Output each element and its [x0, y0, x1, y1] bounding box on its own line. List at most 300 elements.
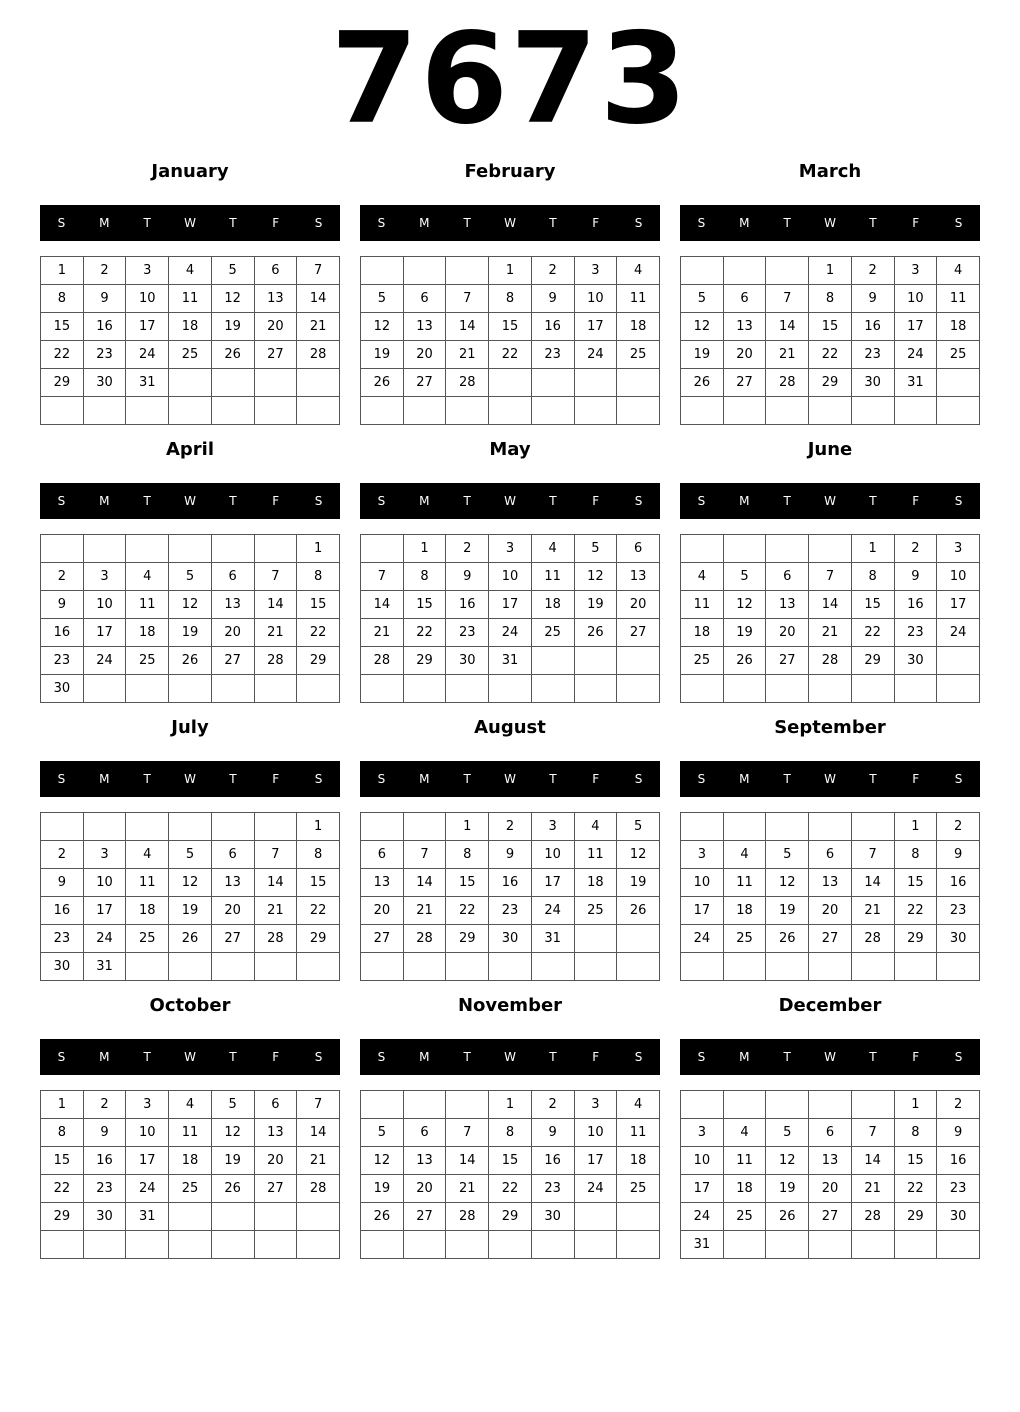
day-cell: 27 — [766, 647, 809, 675]
day-cell: 27 — [254, 341, 297, 369]
day-cell — [851, 813, 894, 841]
day-cell: 5 — [617, 813, 660, 841]
weekday-header — [40, 1039, 340, 1075]
weekday-label: T — [229, 772, 237, 786]
day-cell: 23 — [937, 1175, 980, 1203]
week-row — [361, 341, 660, 369]
day-cell: 15 — [403, 591, 446, 619]
day-cell: 2 — [83, 1091, 126, 1119]
weekday-label: S — [634, 216, 643, 230]
day-cell: 30 — [83, 1203, 126, 1231]
weekday-label: S — [377, 772, 386, 786]
day-cell — [617, 397, 660, 425]
day-cell — [617, 675, 660, 703]
day-cell — [574, 675, 617, 703]
day-cell: 30 — [851, 369, 894, 397]
day-cell: 1 — [446, 813, 489, 841]
day-cell: 11 — [723, 869, 766, 897]
day-cell: 6 — [403, 1119, 446, 1147]
day-cell: 13 — [766, 591, 809, 619]
day-cell: 22 — [894, 897, 937, 925]
day-cell: 10 — [681, 1147, 724, 1175]
day-cell: 4 — [126, 563, 169, 591]
day-cell: 14 — [446, 1147, 489, 1175]
day-cell: 26 — [766, 925, 809, 953]
day-cell — [169, 813, 212, 841]
day-cell — [574, 1203, 617, 1231]
day-cell: 2 — [446, 535, 489, 563]
day-cell — [809, 535, 852, 563]
day-cell — [254, 675, 297, 703]
day-cell — [126, 1231, 169, 1259]
week-row — [361, 1091, 660, 1119]
day-cell: 13 — [809, 869, 852, 897]
day-cell: 17 — [574, 313, 617, 341]
day-cell: 10 — [574, 1119, 617, 1147]
day-cell: 14 — [254, 591, 297, 619]
day-cell: 13 — [211, 869, 254, 897]
day-cell: 23 — [83, 341, 126, 369]
day-cell: 20 — [211, 897, 254, 925]
weekday-label: T — [463, 216, 471, 230]
day-cell: 20 — [403, 341, 446, 369]
weekday-header — [360, 761, 660, 797]
month-name: January — [151, 161, 229, 182]
day-cell — [169, 369, 212, 397]
day-cell: 8 — [297, 841, 340, 869]
day-cell: 28 — [809, 647, 852, 675]
day-cell — [169, 953, 212, 981]
day-cell: 13 — [723, 313, 766, 341]
weekday-label: S — [377, 216, 386, 230]
day-cell — [126, 397, 169, 425]
day-cell — [211, 675, 254, 703]
month-february — [360, 160, 660, 424]
day-cell — [211, 535, 254, 563]
day-cell: 5 — [211, 257, 254, 285]
week-row — [681, 619, 980, 647]
day-cell: 27 — [809, 925, 852, 953]
weekday-label: F — [272, 216, 280, 230]
week-row — [41, 1147, 340, 1175]
week-row — [681, 257, 980, 285]
day-cell: 22 — [851, 619, 894, 647]
day-cell — [851, 397, 894, 425]
day-cell: 28 — [297, 341, 340, 369]
day-cell — [531, 397, 574, 425]
weekday-label: M — [419, 494, 430, 508]
day-cell: 31 — [681, 1231, 724, 1259]
day-cell: 17 — [681, 1175, 724, 1203]
day-cell: 13 — [254, 285, 297, 313]
day-cell: 5 — [723, 563, 766, 591]
day-cell — [894, 675, 937, 703]
day-cell: 2 — [41, 841, 84, 869]
day-cell — [41, 1231, 84, 1259]
weekday-label: M — [739, 216, 750, 230]
weekday-label: S — [954, 772, 963, 786]
week-row — [361, 1175, 660, 1203]
month-december — [680, 994, 980, 1258]
week-row — [361, 897, 660, 925]
day-cell: 1 — [41, 257, 84, 285]
weekday-label: S — [697, 216, 706, 230]
day-cell: 19 — [723, 619, 766, 647]
day-cell — [894, 397, 937, 425]
day-cell: 15 — [297, 869, 340, 897]
day-cell: 7 — [851, 841, 894, 869]
day-cell: 4 — [169, 257, 212, 285]
week-row — [361, 563, 660, 591]
day-cell: 3 — [489, 535, 532, 563]
day-cell — [169, 1231, 212, 1259]
weekday-label: W — [824, 772, 836, 786]
week-row — [41, 1175, 340, 1203]
weekday-label: T — [143, 494, 151, 508]
week-row — [681, 1203, 980, 1231]
day-cell: 20 — [617, 591, 660, 619]
day-cell — [361, 1091, 404, 1119]
day-cell — [681, 1091, 724, 1119]
day-cell: 15 — [41, 1147, 84, 1175]
day-cell: 14 — [297, 1119, 340, 1147]
day-cell: 19 — [211, 313, 254, 341]
day-cell: 16 — [851, 313, 894, 341]
day-cell: 28 — [851, 1203, 894, 1231]
day-cell: 28 — [851, 925, 894, 953]
weekday-label: W — [504, 494, 516, 508]
week-row — [361, 953, 660, 981]
day-cell: 14 — [851, 869, 894, 897]
day-cell: 14 — [446, 313, 489, 341]
day-cell: 20 — [809, 1175, 852, 1203]
weekday-label: S — [314, 1050, 323, 1064]
day-cell — [169, 1203, 212, 1231]
day-cell — [723, 1231, 766, 1259]
week-row — [41, 813, 340, 841]
weekday-label: F — [272, 772, 280, 786]
day-cell: 26 — [766, 1203, 809, 1231]
day-cell: 30 — [894, 647, 937, 675]
day-cell: 19 — [574, 591, 617, 619]
day-cell: 28 — [446, 369, 489, 397]
weekday-label: T — [783, 216, 791, 230]
week-row — [681, 563, 980, 591]
weekday-label: T — [549, 216, 557, 230]
weekday-label: M — [419, 1050, 430, 1064]
day-cell: 20 — [211, 619, 254, 647]
day-cell: 13 — [403, 1147, 446, 1175]
day-cell: 9 — [83, 285, 126, 313]
week-row — [361, 313, 660, 341]
day-cell: 16 — [937, 1147, 980, 1175]
day-cell: 28 — [446, 1203, 489, 1231]
day-cell — [681, 535, 724, 563]
day-cell: 18 — [723, 897, 766, 925]
day-cell — [489, 1231, 532, 1259]
day-cell — [681, 953, 724, 981]
day-cell: 14 — [809, 591, 852, 619]
month-name: September — [774, 717, 886, 738]
day-cell — [574, 369, 617, 397]
day-cell — [766, 397, 809, 425]
week-row — [681, 1231, 980, 1259]
day-cell: 26 — [361, 369, 404, 397]
day-cell: 24 — [574, 1175, 617, 1203]
week-row — [41, 1231, 340, 1259]
day-cell: 10 — [126, 1119, 169, 1147]
day-cell — [851, 1091, 894, 1119]
day-cell — [809, 1231, 852, 1259]
day-cell: 6 — [766, 563, 809, 591]
day-cell: 12 — [211, 1119, 254, 1147]
day-cell: 31 — [489, 647, 532, 675]
day-cell: 1 — [297, 535, 340, 563]
day-cell: 27 — [403, 369, 446, 397]
day-cell: 2 — [937, 1091, 980, 1119]
day-cell: 23 — [894, 619, 937, 647]
weekday-label: S — [634, 772, 643, 786]
day-cell: 9 — [41, 591, 84, 619]
day-cell — [681, 675, 724, 703]
day-cell: 12 — [361, 1147, 404, 1175]
day-cell: 15 — [809, 313, 852, 341]
day-cell — [403, 1231, 446, 1259]
day-cell: 3 — [681, 1119, 724, 1147]
day-cell: 24 — [681, 1203, 724, 1231]
day-cell: 4 — [723, 841, 766, 869]
weekday-header — [40, 483, 340, 519]
day-cell: 5 — [211, 1091, 254, 1119]
day-cell: 2 — [894, 535, 937, 563]
day-cell: 16 — [531, 313, 574, 341]
day-cell: 23 — [41, 647, 84, 675]
day-cell: 27 — [211, 925, 254, 953]
day-cell: 24 — [83, 647, 126, 675]
day-cell: 20 — [254, 1147, 297, 1175]
day-cell — [574, 953, 617, 981]
week-row — [681, 313, 980, 341]
day-cell: 26 — [574, 619, 617, 647]
day-cell: 10 — [489, 563, 532, 591]
day-cell: 25 — [169, 341, 212, 369]
day-cell — [446, 953, 489, 981]
day-cell: 18 — [617, 1147, 660, 1175]
day-cell: 15 — [489, 1147, 532, 1175]
day-cell: 9 — [446, 563, 489, 591]
day-cell — [766, 813, 809, 841]
day-cell: 2 — [41, 563, 84, 591]
day-cell: 19 — [617, 869, 660, 897]
day-cell — [403, 397, 446, 425]
day-cell — [681, 813, 724, 841]
day-cell — [297, 675, 340, 703]
day-cell: 17 — [937, 591, 980, 619]
day-cell — [361, 257, 404, 285]
month-name: August — [474, 717, 546, 738]
day-cell — [937, 397, 980, 425]
weekday-label: W — [184, 772, 196, 786]
day-cell — [937, 953, 980, 981]
day-cell: 26 — [211, 1175, 254, 1203]
day-cell — [446, 397, 489, 425]
week-row — [41, 1203, 340, 1231]
day-cell: 8 — [41, 1119, 84, 1147]
day-cell — [403, 953, 446, 981]
day-cell: 18 — [126, 619, 169, 647]
day-cell: 5 — [766, 841, 809, 869]
week-row — [41, 619, 340, 647]
day-cell: 8 — [809, 285, 852, 313]
day-cell: 5 — [169, 563, 212, 591]
day-cell: 23 — [531, 1175, 574, 1203]
day-cell — [254, 535, 297, 563]
day-cell: 10 — [574, 285, 617, 313]
weekday-header — [360, 1039, 660, 1075]
day-cell: 12 — [766, 1147, 809, 1175]
day-cell: 4 — [723, 1119, 766, 1147]
weekday-label: T — [869, 1050, 877, 1064]
day-cell: 6 — [723, 285, 766, 313]
day-cell: 2 — [531, 1091, 574, 1119]
day-cell: 17 — [574, 1147, 617, 1175]
day-cell: 30 — [446, 647, 489, 675]
day-cell: 9 — [937, 1119, 980, 1147]
weekday-label: S — [697, 494, 706, 508]
day-cell: 3 — [126, 257, 169, 285]
day-grid — [360, 1090, 660, 1259]
day-cell: 17 — [126, 313, 169, 341]
day-cell — [446, 257, 489, 285]
day-cell: 9 — [41, 869, 84, 897]
week-row — [361, 535, 660, 563]
day-cell: 29 — [297, 647, 340, 675]
day-cell — [489, 675, 532, 703]
weekday-label: W — [184, 494, 196, 508]
week-row — [681, 1119, 980, 1147]
day-cell — [531, 953, 574, 981]
day-cell: 1 — [894, 813, 937, 841]
day-cell — [211, 953, 254, 981]
weekday-header — [680, 483, 980, 519]
day-cell — [617, 369, 660, 397]
day-cell: 25 — [531, 619, 574, 647]
day-cell — [403, 1091, 446, 1119]
month-name: December — [778, 995, 882, 1016]
weekday-label: T — [549, 1050, 557, 1064]
day-cell: 30 — [83, 369, 126, 397]
day-cell: 28 — [297, 1175, 340, 1203]
month-may — [360, 438, 660, 702]
weekday-label: M — [99, 1050, 110, 1064]
day-cell: 21 — [766, 341, 809, 369]
day-cell: 29 — [446, 925, 489, 953]
week-row — [41, 1119, 340, 1147]
day-cell: 7 — [766, 285, 809, 313]
weekday-label: T — [549, 494, 557, 508]
day-cell — [211, 813, 254, 841]
day-cell: 19 — [766, 1175, 809, 1203]
day-cell — [83, 813, 126, 841]
day-cell: 19 — [361, 1175, 404, 1203]
day-cell: 26 — [361, 1203, 404, 1231]
day-cell: 11 — [169, 1119, 212, 1147]
day-cell: 24 — [574, 341, 617, 369]
day-cell — [809, 953, 852, 981]
month-name: April — [165, 439, 215, 460]
weekday-header — [680, 1039, 980, 1075]
week-row — [681, 341, 980, 369]
weekday-label: S — [954, 494, 963, 508]
day-cell: 27 — [403, 1203, 446, 1231]
day-cell — [937, 675, 980, 703]
day-cell: 5 — [681, 285, 724, 313]
day-cell: 12 — [617, 841, 660, 869]
week-row — [361, 869, 660, 897]
day-cell: 24 — [937, 619, 980, 647]
weekday-label: T — [869, 216, 877, 230]
day-cell: 14 — [254, 869, 297, 897]
weekday-label: S — [697, 1050, 706, 1064]
day-grid — [680, 1090, 980, 1259]
day-cell — [254, 369, 297, 397]
day-cell: 4 — [937, 257, 980, 285]
day-cell: 1 — [489, 1091, 532, 1119]
day-cell: 7 — [297, 257, 340, 285]
week-row — [361, 619, 660, 647]
week-row — [681, 285, 980, 313]
day-grid — [360, 812, 660, 981]
day-cell — [809, 675, 852, 703]
week-row — [41, 869, 340, 897]
day-cell: 29 — [894, 1203, 937, 1231]
day-cell: 7 — [254, 563, 297, 591]
month-name: July — [171, 717, 209, 738]
day-cell: 29 — [41, 1203, 84, 1231]
day-cell — [83, 397, 126, 425]
day-cell: 21 — [254, 897, 297, 925]
day-cell: 17 — [126, 1147, 169, 1175]
day-cell — [126, 813, 169, 841]
day-cell: 16 — [894, 591, 937, 619]
day-cell: 22 — [41, 1175, 84, 1203]
month-name: February — [464, 161, 556, 182]
day-cell: 4 — [574, 813, 617, 841]
month-name: October — [149, 995, 231, 1016]
day-cell: 2 — [489, 813, 532, 841]
week-row — [41, 369, 340, 397]
day-cell: 19 — [169, 619, 212, 647]
day-cell: 29 — [809, 369, 852, 397]
day-cell: 22 — [489, 1175, 532, 1203]
month-name: March — [798, 161, 862, 182]
day-cell — [723, 535, 766, 563]
week-row — [41, 257, 340, 285]
day-cell: 19 — [211, 1147, 254, 1175]
day-cell: 6 — [809, 841, 852, 869]
day-cell: 29 — [894, 925, 937, 953]
day-cell: 15 — [41, 313, 84, 341]
weekday-label: F — [912, 1050, 920, 1064]
day-cell: 3 — [894, 257, 937, 285]
day-cell — [254, 953, 297, 981]
day-cell: 10 — [681, 869, 724, 897]
day-cell: 24 — [489, 619, 532, 647]
weekday-header — [680, 761, 980, 797]
week-row — [681, 925, 980, 953]
day-grid — [360, 534, 660, 703]
day-cell: 8 — [894, 1119, 937, 1147]
